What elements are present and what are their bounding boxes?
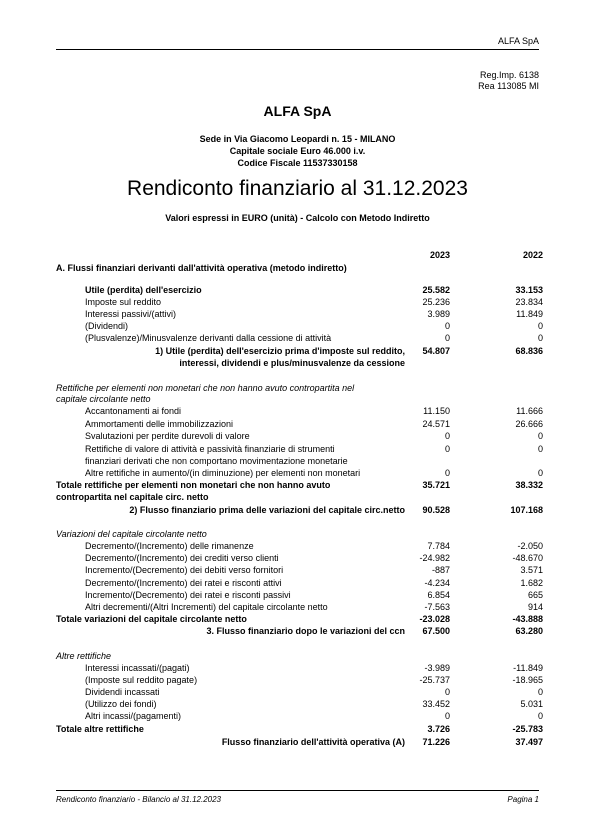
row-value-2023: 0	[444, 333, 450, 343]
row-label: Rettifiche di valore di attività e passività finanziarie di strumenti	[85, 444, 335, 454]
footer-divider	[56, 790, 539, 791]
total-label: Totale variazioni del capitale circolante netto	[56, 614, 247, 624]
row-label: (Plusvalenze)/Minusvalenze derivanti dalla cessione di attività	[85, 333, 332, 343]
row-value-2023: 7.784	[427, 541, 450, 551]
row-value-2022: 914	[527, 602, 543, 612]
row-value-2023: 0	[444, 711, 450, 721]
row-value-2022: -2.050	[517, 541, 543, 551]
row-value-2023: 0	[444, 687, 450, 697]
row-value-2023: 3.989	[427, 309, 450, 319]
subsection-heading: Variazioni del capitale circolante netto	[56, 529, 207, 539]
row-value-2022: 0	[537, 687, 543, 697]
row-label: Imposte sul reddito	[85, 297, 162, 307]
row-value-2022: 37.497	[515, 737, 543, 747]
row-label: Dividendi incassati	[85, 687, 160, 697]
row-label-continued: finanziari derivati che non comportano movimentazione monetarie	[85, 456, 348, 466]
row-label: Interessi passivi/(attivi)	[85, 309, 177, 319]
row-label: Altre rettifiche in aumento/(in diminuzione) per elementi non monetari	[85, 468, 361, 478]
row-value-2022: 23.834	[515, 297, 543, 307]
row-label: Altri decrementi/(Altri Incrementi) del capitale circolante netto	[85, 602, 328, 612]
subsection-heading-continued: capitale circolante netto	[56, 394, 151, 404]
row-value-2023: -7.563	[424, 602, 450, 612]
row-label: Decremento/(Incremento) delle rimanenze	[85, 541, 254, 551]
row-value-2022: 63.280	[515, 626, 543, 636]
row-value-2022: 0	[537, 431, 543, 441]
row-value-2022: 11.666	[516, 406, 543, 416]
row-value-2023: -23.028	[419, 614, 450, 624]
report-title: Rendiconto finanziario al 31.12.2023	[127, 177, 468, 200]
row-value-2023: -887	[431, 565, 450, 575]
company-fiscal-code: Codice Fiscale 11537330158	[237, 158, 358, 168]
total-label: Totale altre rettifiche	[56, 724, 144, 734]
row-value-2022: 38.332	[515, 480, 543, 490]
row-value-2022: 68.836	[515, 346, 543, 356]
header-company-name: ALFA SpA	[497, 36, 539, 46]
footer-document-title: Rendiconto finanziario - Bilancio al 31.12.2023	[56, 795, 221, 804]
row-value-2022: 26.666	[515, 419, 543, 429]
row-value-2023: 0	[444, 444, 450, 454]
row-value-2023: 25.236	[422, 297, 450, 307]
row-value-2022: 107.168	[510, 505, 543, 515]
company-address: Sede in Via Giacomo Leopardi n. 15 - MILANO	[199, 134, 396, 144]
row-value-2022: -18.965	[512, 675, 543, 685]
row-label: Decremento/(Incremento) dei crediti verso clienti	[85, 553, 279, 563]
row-label: Svalutazioni per perdite durevoli di valore	[85, 431, 250, 441]
grand-total-label: Flusso finanziario dell'attività operativa (A)	[221, 737, 405, 747]
row-value-2022: 0	[537, 333, 543, 343]
row-value-2022: -43.888	[512, 614, 543, 624]
total-label: Totale rettifiche per elementi non monetari che non hanno avuto	[56, 480, 331, 490]
row-value-2022: 0	[537, 468, 543, 478]
row-value-2023: 0	[444, 468, 450, 478]
row-label: Interessi incassati/(pagati)	[85, 663, 190, 673]
row-label: Utile (perdita) dell'esercizio	[85, 285, 202, 295]
registration-info	[478, 70, 539, 92]
row-value-2023: -24.982	[419, 553, 450, 563]
column-header-2022: 2022	[522, 250, 543, 260]
row-value-2023: 25.582	[422, 285, 450, 295]
row-value-2022: -48.670	[512, 553, 543, 563]
row-label: Ammortamenti delle immobilizzazioni	[85, 419, 234, 429]
company-name: ALFA SpA	[263, 103, 332, 119]
row-value-2022: 5.031	[520, 699, 543, 709]
row-value-2022: 3.571	[520, 565, 543, 575]
row-value-2022: 1.682	[520, 578, 543, 588]
row-value-2023: -3.989	[424, 663, 450, 673]
section-heading: A. Flussi finanziari derivanti dall'attività operativa (metodo indiretto)	[56, 263, 347, 273]
subtotal-label: 1) Utile (perdita) dell'esercizio prima d'imposte sul reddito,	[155, 346, 405, 356]
report-subtitle: Valori espressi in EURO (unità) - Calcolo con Metodo Indiretto	[165, 213, 430, 223]
row-value-2023: 3.726	[427, 724, 450, 734]
row-value-2023: 11.150	[423, 406, 450, 416]
row-value-2023: 54.807	[422, 346, 450, 356]
row-label: Accantonamenti ai fondi	[85, 406, 182, 416]
row-value-2022: -25.783	[512, 724, 543, 734]
row-value-2023: 0	[444, 321, 450, 331]
subtotal-label-continued: interessi, dividendi e plus/minusvalenze da cessione	[179, 358, 405, 368]
row-label: (Dividendi)	[85, 321, 129, 331]
row-value-2023: 71.226	[422, 737, 450, 747]
row-value-2023: 33.452	[422, 699, 450, 709]
row-label: (Utilizzo dei fondi)	[85, 699, 157, 709]
company-details	[0, 133, 595, 169]
row-value-2022: -11.849	[513, 663, 543, 673]
column-header-2023: 2023	[429, 250, 450, 260]
subsection-heading: Altre rettifiche	[56, 651, 112, 661]
reg-imp: Reg.Imp. 6138	[479, 70, 539, 80]
subsection-heading: Rettifiche per elementi non monetari che non hanno avuto contropartita nel	[56, 383, 355, 393]
company-capital: Capitale sociale Euro 46.000 i.v.	[229, 146, 366, 156]
row-label: Altri incassi/(pagamenti)	[85, 711, 182, 721]
header-divider	[56, 49, 539, 50]
row-label: (Imposte sul reddito pagate)	[85, 675, 198, 685]
row-value-2023: 24.571	[422, 419, 450, 429]
row-label: Decremento/(Incremento) dei ratei e risconti attivi	[85, 578, 282, 588]
subtotal-label: 2) Flusso finanziario prima delle variazioni del capitale circ.netto	[129, 505, 405, 515]
row-value-2023: 0	[444, 431, 450, 441]
row-value-2023: 6.854	[427, 590, 450, 600]
row-value-2022: 0	[537, 444, 543, 454]
row-value-2022: 0	[537, 321, 543, 331]
row-value-2022: 0	[537, 711, 543, 721]
row-value-2022: 665	[527, 590, 543, 600]
row-value-2023: -25.737	[419, 675, 450, 685]
row-label: Incremento/(Decremento) dei debiti verso fornitori	[85, 565, 284, 575]
row-value-2023: 67.500	[422, 626, 450, 636]
subtotal-label: 3. Flusso finanziario dopo le variazioni del ccn	[206, 626, 405, 636]
row-value-2022: 33.153	[515, 285, 543, 295]
footer-page-number: Pagina 1	[507, 795, 539, 804]
row-value-2023: 35.721	[422, 480, 450, 490]
total-label-continued: contropartita nel capitale circ. netto	[56, 492, 209, 502]
row-value-2023: 90.528	[422, 505, 450, 515]
row-value-2022: 11.849	[516, 309, 543, 319]
rea-number: Rea 113085 MI	[478, 81, 539, 91]
row-label: Incremento/(Decremento) dei ratei e risconti passivi	[85, 590, 291, 600]
row-value-2023: -4.234	[424, 578, 450, 588]
